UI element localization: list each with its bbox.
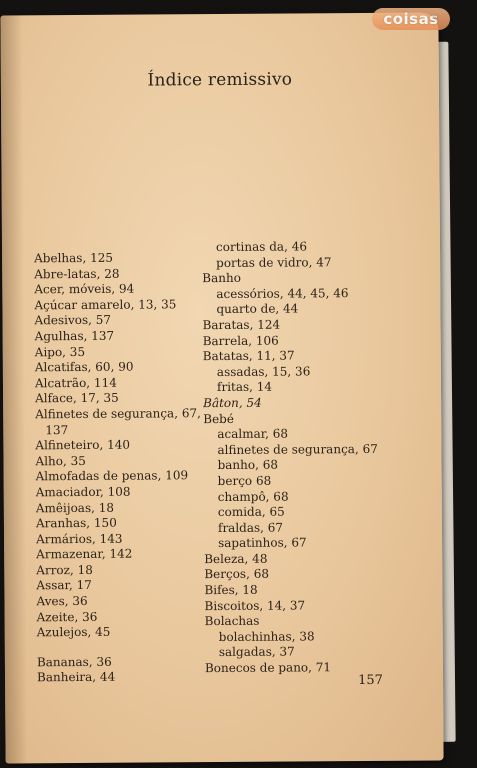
index-entry: Abelhas, 125: [34, 250, 114, 266]
index-entry: Bâton, 54: [203, 395, 262, 411]
index-entry: Aranhas, 150: [35, 515, 117, 531]
index-subentry: salgadas, 37: [218, 644, 295, 660]
index-subentry: champô, 68: [217, 489, 289, 504]
index-subentry: banho, 68: [217, 457, 279, 473]
index-entry: Amêijoas, 18: [35, 500, 115, 515]
index-entry: Alcatifas, 60, 90: [34, 359, 134, 375]
index-entry: Amaciador, 108: [35, 484, 131, 500]
index-entry: Alfineteiro, 140: [35, 437, 131, 453]
index-subentry: acessórios, 44, 45, 46: [216, 285, 349, 301]
index-entry: Assar, 17: [36, 578, 92, 593]
index-entry: Batatas, 11, 37: [202, 348, 295, 364]
index-entry: Armazenar, 142: [36, 546, 133, 562]
index-entry: Banheira, 44: [36, 670, 116, 685]
index-entry: Aves, 36: [36, 594, 88, 609]
index-subentry: berço 68: [217, 473, 272, 488]
index-entry: Alfinetes de segurança, 67,: [35, 406, 201, 422]
index-entry: Bifes, 18: [204, 582, 258, 598]
index-entry: 137: [45, 422, 69, 437]
index-subentry: assadas, 15, 36: [216, 364, 311, 379]
index-entry: Abre-latas, 28: [34, 266, 120, 281]
index-entry: Almofadas de penas, 109: [35, 468, 189, 484]
index-subentry: fraldas, 67: [217, 520, 284, 535]
index-subentry: alfinetes de segurança, 67: [217, 441, 378, 457]
index-entry: Azeite, 36: [36, 609, 98, 624]
index-entry: Açúcar amarelo, 13, 35: [34, 297, 177, 313]
index-entry: Alcatrão, 114: [34, 375, 117, 391]
watermark-logo: coisas: [372, 8, 450, 30]
index-entry: Azulejos, 45: [36, 625, 111, 640]
index-entry: Bonecos de pano, 71: [204, 660, 332, 676]
index-subentry: sapatinhos, 67: [218, 535, 307, 551]
index-entry: Bananas, 36: [36, 654, 112, 670]
index-subentry: portas de vidro, 47: [216, 254, 332, 270]
page-gutter-shadow: [0, 15, 27, 763]
index-entry: Adesivos, 57: [34, 313, 112, 328]
index-entry: Berços, 68: [204, 567, 270, 582]
index-subentry: acalmar, 68: [217, 426, 289, 442]
index-entry: Biscoitos, 14, 37: [204, 598, 306, 613]
index-column-right: [202, 239, 435, 677]
index-subentry: bolachinhas, 38: [218, 629, 315, 644]
index-entry: Acer, móveis, 94: [34, 281, 135, 297]
page-title: Índice remissivo: [147, 69, 293, 91]
book-page: [0, 12, 443, 763]
index-column-left: [34, 250, 222, 686]
index-subentry: quarto de, 44: [216, 301, 299, 317]
index-entry: Aipo, 35: [34, 344, 86, 359]
index-entry: Barrela, 106: [202, 333, 279, 348]
index-subentry: fritas, 14: [216, 379, 273, 395]
page-number: 157: [357, 672, 383, 689]
index-entry: Banho: [202, 271, 241, 286]
index-entry: Alho, 35: [35, 453, 86, 469]
index-entry: Baratas, 124: [202, 317, 281, 333]
index-entry: Bolachas: [204, 613, 260, 629]
index-entry: Arroz, 18: [36, 562, 93, 578]
index-subentry: cortinas da, 46: [215, 239, 307, 255]
index-entry: Armários, 143: [36, 531, 123, 546]
index-entry: Alface, 17, 35: [35, 391, 119, 406]
index-subentry: comida, 65: [217, 504, 285, 520]
index-entry: Beleza, 48: [204, 551, 268, 567]
index-entry: Bebé: [203, 411, 234, 426]
index-entry: Agulhas, 137: [34, 328, 115, 344]
